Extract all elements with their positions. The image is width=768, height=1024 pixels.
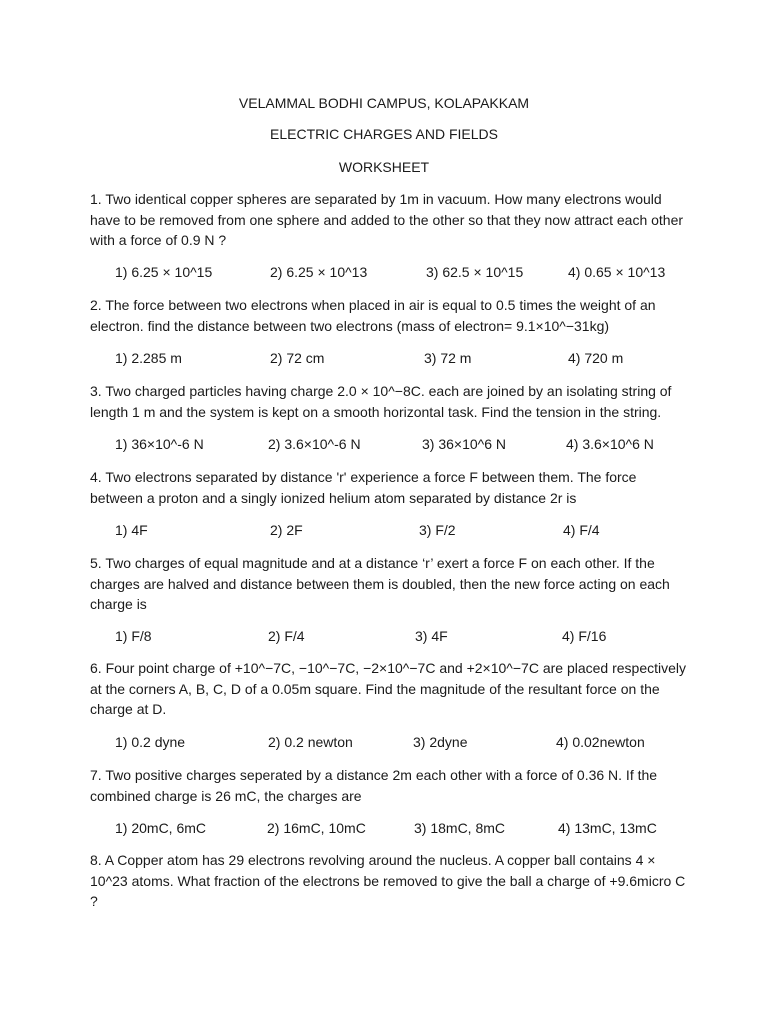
question-1-option-4: 4) 0.65 × 10^13 — [568, 264, 666, 280]
question-2-option-3: 3) 72 m — [424, 350, 472, 366]
question-6-options — [0, 732, 768, 752]
question-4-option-4: 4) F/4 — [563, 522, 600, 538]
question-1-text: 1. Two identical copper spheres are separated by 1m in vacuum. How many electrons would have to be removed from one sphere and added to the other so that they now attract each other with a force of 0.9 N ? — [90, 191, 684, 248]
worksheet-label: WORKSHEET — [338, 159, 430, 175]
question-4-text: 4. Two electrons separated by distance 'r' experience a force F between them. The force between a proton and a singly ionized helium atom separated by distance 2r is — [90, 469, 637, 506]
question-3-option-1: 1) 36×10^-6 N — [115, 436, 204, 452]
chapter-title: ELECTRIC CHARGES AND FIELDS — [270, 126, 498, 142]
question-7-option-3: 3) 18mC, 8mC — [414, 820, 506, 836]
question-7-option-1: 1) 20mC, 6mC — [115, 820, 207, 836]
question-5-option-4: 4) F/16 — [562, 628, 607, 644]
question-2-text: 2. The force between two electrons when placed in air is equal to 0.5 times the weight of an electron. find the distance between two electrons (mass of electron= 9.1×10^−31kg) — [90, 297, 656, 334]
question-4-option-2: 2) 2F — [270, 522, 303, 538]
question-3-option-3: 3) 36×10^6 N — [422, 436, 507, 452]
question-5-option-2: 2) F/4 — [268, 628, 305, 644]
question-6-text: 6. Four point charge of +10^−7C, −10^−7C, −2×10^−7C and +2×10^−7C are placed respectively at the corners A, B, C, D of a 0.05m square. Find the magnitude of the resultant force on the charge at D. — [90, 660, 687, 717]
question-4-option-1: 1) 4F — [115, 522, 148, 538]
question-3-text: 3. Two charged particles having charge 2.0 × 10^−8C. each are joined by an isolating string of length 1 m and the system is kept on a smooth horizontal task. Find the tension in the string. — [90, 383, 672, 420]
question-2-option-2: 2) 72 cm — [270, 350, 325, 366]
question-3-option-4: 4) 3.6×10^6 N — [566, 436, 654, 452]
question-4-options — [0, 520, 768, 540]
question-1-option-2: 2) 6.25 × 10^13 — [270, 264, 368, 280]
question-7-option-4: 4) 13mC, 13mC — [558, 820, 657, 836]
question-6-option-2: 2) 0.2 newton — [268, 734, 353, 750]
question-5-option-1: 1) F/8 — [115, 628, 152, 644]
question-3-options — [0, 434, 768, 454]
school-name: VELAMMAL BODHI CAMPUS, KOLAPAKKAM — [238, 95, 530, 111]
question-7-text: 7. Two positive charges seperated by a distance 2m each other with a force of 0.36 N. If the combined charge is 26 mC, the charges are — [90, 767, 658, 804]
question-5-text: 5. Two charges of equal magnitude and at a distance ‘r’ exert a force F on each other. If the charges are halved and distance between them is doubled, then the new force acting on each charge is — [90, 555, 670, 612]
question-2-options — [0, 348, 768, 368]
question-4-option-3: 3) F/2 — [419, 522, 456, 538]
question-6-option-3: 3) 2dyne — [413, 734, 468, 750]
question-1-option-1: 1) 6.25 × 10^15 — [115, 264, 213, 280]
question-5-options — [0, 626, 768, 646]
question-6-option-1: 1) 0.2 dyne — [115, 734, 186, 750]
question-2-option-4: 4) 720 m — [568, 350, 624, 366]
question-1-option-3: 3) 62.5 × 10^15 — [426, 264, 524, 280]
question-8-text: 8. A Copper atom has 29 electrons revolving around the nucleus. A copper ball contains 4 × 10^23 atoms. What fraction of the electrons be removed to give the ball a charge of +9.6micro C ? — [90, 852, 686, 909]
question-7-option-2: 2) 16mC, 10mC — [267, 820, 366, 836]
question-7-options — [0, 818, 768, 838]
question-5-option-3: 3) 4F — [415, 628, 448, 644]
question-3-option-2: 2) 3.6×10^-6 N — [268, 436, 361, 452]
question-6-option-4: 4) 0.02newton — [556, 734, 645, 750]
question-1-options — [0, 262, 768, 282]
question-2-option-1: 1) 2.285 m — [115, 350, 182, 366]
